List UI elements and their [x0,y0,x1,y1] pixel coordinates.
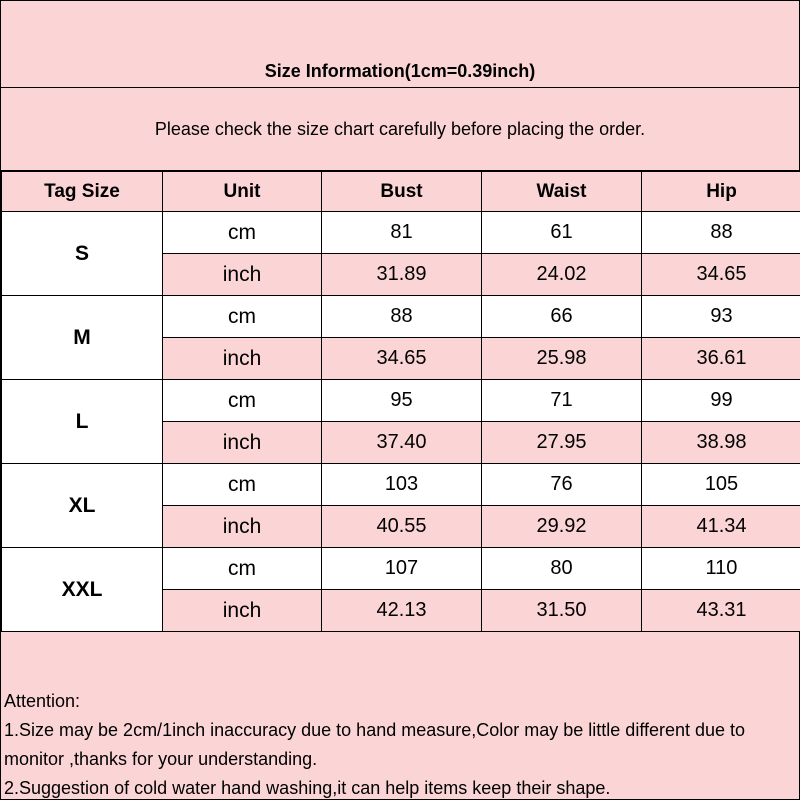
hip-cell: 38.98 [642,422,800,464]
hip-cell: 105 [642,464,800,506]
waist-cell: 29.92 [482,506,642,548]
bust-cell: 81 [322,212,482,254]
hip-cell: 36.61 [642,338,800,380]
attention-line-2: 2.Suggestion of cold water hand washing,it can help items keep their shape. [4,774,793,803]
column-header-unit: Unit [163,172,322,212]
table-row [2,464,800,506]
unit-cell: inch [163,338,322,380]
hip-cell: 41.34 [642,506,800,548]
waist-cell: 76 [482,464,642,506]
unit-cell: inch [163,422,322,464]
attention-line-1: 1.Size may be 2cm/1inch inaccuracy due to hand measure,Color may be little different due to monitor ,thanks for your understanding. [4,716,793,774]
hip-cell: 93 [642,296,800,338]
column-header-waist: Waist [482,172,642,212]
hip-cell: 34.65 [642,254,800,296]
waist-cell: 31.50 [482,590,642,632]
unit-cell: cm [163,464,322,506]
bust-cell: 40.55 [322,506,482,548]
bust-cell: 88 [322,296,482,338]
tag-size-cell: XXL [2,548,163,632]
unit-cell: cm [163,380,322,422]
unit-cell: cm [163,548,322,590]
notice-text: Please check the size chart carefully before placing the order. [155,119,645,140]
page-title: Size Information(1cm=0.39inch) [265,61,536,82]
waist-cell: 24.02 [482,254,642,296]
hip-cell: 99 [642,380,800,422]
waist-cell: 25.98 [482,338,642,380]
unit-cell: cm [163,296,322,338]
unit-cell: inch [163,254,322,296]
bust-cell: 103 [322,464,482,506]
attention-heading: Attention: [4,687,793,716]
table-row [2,380,800,422]
column-header-bust: Bust [322,172,482,212]
hip-cell: 43.31 [642,590,800,632]
waist-cell: 61 [482,212,642,254]
tag-size-cell: M [2,296,163,380]
bust-cell: 42.13 [322,590,482,632]
waist-cell: 27.95 [482,422,642,464]
table-row [2,548,800,590]
column-header-hip: Hip [642,172,800,212]
column-header-tag-size: Tag Size [2,172,163,212]
unit-cell: inch [163,506,322,548]
bust-cell: 107 [322,548,482,590]
hip-cell: 110 [642,548,800,590]
tag-size-cell: XL [2,464,163,548]
table-row [2,296,800,338]
attention-notes [4,687,793,803]
bust-cell: 34.65 [322,338,482,380]
table-header-row [2,172,800,212]
tag-size-cell: S [2,212,163,296]
unit-cell: cm [163,212,322,254]
bust-cell: 37.40 [322,422,482,464]
size-table [1,171,800,632]
bust-cell: 31.89 [322,254,482,296]
notice-band [1,88,799,171]
tag-size-cell: L [2,380,163,464]
table-row [2,212,800,254]
bust-cell: 95 [322,380,482,422]
hip-cell: 88 [642,212,800,254]
waist-cell: 66 [482,296,642,338]
waist-cell: 71 [482,380,642,422]
waist-cell: 80 [482,548,642,590]
title-band [1,1,799,88]
unit-cell: inch [163,590,322,632]
